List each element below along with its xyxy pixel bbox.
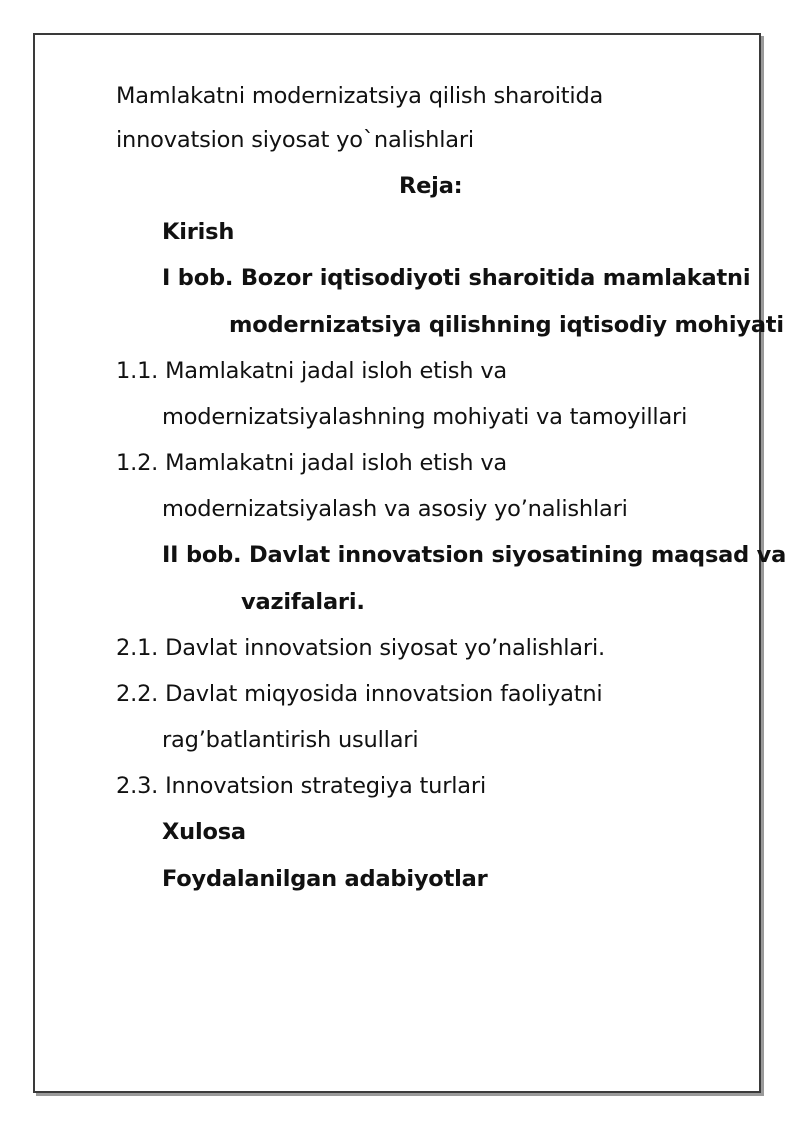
toc-section-2-1: 2.1. Davlat innovatsion siyosat yo’nalishlari. (116, 635, 605, 661)
toc-chapter-1-line-1: I bob. Bozor iqtisodiyoti sharoitida mamlakatni (162, 265, 751, 291)
document-title-line-1: Mamlakatni modernizatsiya qilish sharoitida (116, 83, 604, 109)
toc-section-1-1-line-2: modernizatsiyalashning mohiyati va tamoyillari (162, 404, 688, 430)
toc-chapter-1-line-2: modernizatsiya qilishning iqtisodiy mohiyati (229, 312, 784, 338)
toc-references: Foydalanilgan adabiyotlar (162, 866, 488, 892)
toc-section-1-1-line-1: 1.1. Mamlakatni jadal isloh etish va (116, 358, 508, 384)
plan-heading: Reja: (399, 173, 463, 199)
toc-section-2-2-line-1: 2.2. Davlat miqyosida innovatsion faoliyatni (116, 681, 603, 707)
toc-section-2-3: 2.3. Innovatsion strategiya turlari (116, 773, 486, 799)
toc-section-1-2-line-2: modernizatsiyalash va asosiy yo’nalishlari (162, 496, 628, 522)
toc-intro: Kirish (162, 219, 235, 245)
toc-chapter-2-line-2: vazifalari. (241, 589, 365, 615)
toc-section-2-2-line-2: rag’batlantirish usullari (162, 727, 419, 753)
document-title-line-2: innovatsion siyosat yo`nalishlari (116, 127, 474, 153)
toc-conclusion: Xulosa (162, 819, 246, 845)
toc-chapter-2-line-1: II bob. Davlat innovatsion siyosatining maqsad va (162, 542, 787, 568)
toc-section-1-2-line-1: 1.2. Mamlakatni jadal isloh etish va (116, 450, 508, 476)
